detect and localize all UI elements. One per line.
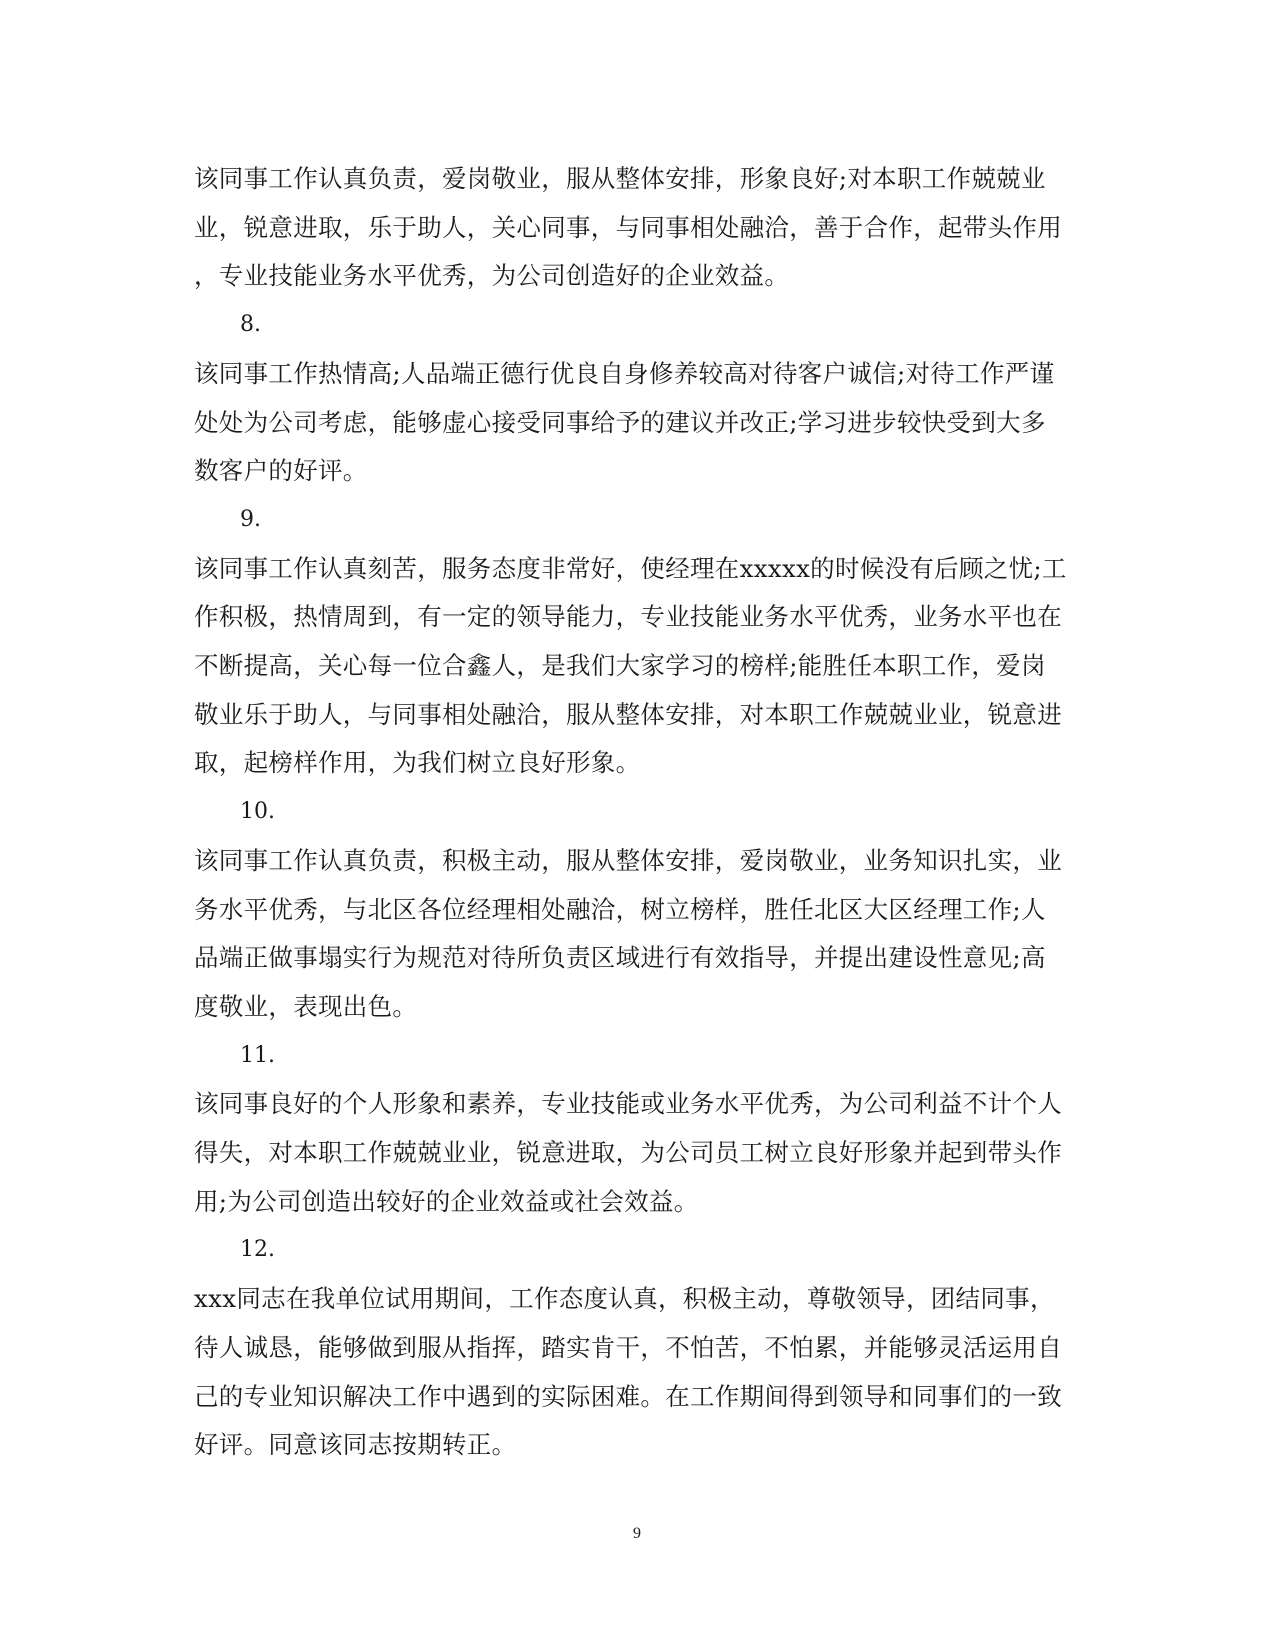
paragraph-line: 处处为公司考虑，能够虚心接受同事给予的建议并改正;学习进步较快受到大多 <box>194 407 1046 437</box>
paragraph <box>194 545 1079 789</box>
paragraph-line: 该同事工作热情高;人品端正德行优良自身修养较高对待客户诚信;对待工作严谨 <box>194 358 1055 388</box>
paragraph-line: 敬业乐于助人，与同事相处融洽，服从整体安排，对本职工作兢兢业业，锐意进 <box>194 699 1062 729</box>
paragraph-line: 品端正做事塌实行为规范对待所负责区域进行有效指导，并提出建设性意见;高 <box>194 943 1046 973</box>
page-number: 9 <box>633 1525 641 1542</box>
paragraph-line: 务水平优秀，与北区各位经理相处融洽，树立榜样，胜任北区大区经理工作;人 <box>194 894 1046 924</box>
paragraph-line: 己的专业知识解决工作中遇到的实际困难。在工作期间得到领导和同事们的一致 <box>194 1381 1062 1411</box>
paragraph-line: 数客户的好评。 <box>194 456 368 486</box>
paragraph-line: ，专业技能业务水平优秀，为公司创造好的企业效益。 <box>194 261 790 291</box>
document-body <box>194 155 1079 1470</box>
paragraph <box>194 1275 1079 1470</box>
item-number: 9. <box>240 506 261 532</box>
paragraph-line: 该同事工作认真负责，积极主动，服从整体安排，爱岗敬业，业务知识扎实，业 <box>194 845 1062 875</box>
paragraph-line: 该同事工作认真负责，爱岗敬业，服从整体安排，形象良好;对本职工作兢兢业 <box>194 164 1046 193</box>
paragraph-line: 用;为公司创造出较好的企业效益或社会效益。 <box>194 1186 699 1216</box>
paragraph <box>194 837 1079 1032</box>
item-number: 11. <box>240 1042 275 1068</box>
paragraph-line: 待人诚恳，能够做到服从指挥，踏实肯干，不怕苦，不怕累，并能够灵活运用自 <box>194 1332 1062 1362</box>
paragraph-line: 该同事良好的个人形象和素养，专业技能或业务水平优秀，为公司利益不计个人 <box>194 1089 1062 1119</box>
paragraph-line: 作积极，热情周到，有一定的领导能力，专业技能业务水平优秀，业务水平也在 <box>194 602 1062 632</box>
paragraph-line: 该同事工作认真刻苦，服务态度非常好，使经理在xxxxx的时候没有后顾之忧;工 <box>194 553 1067 583</box>
item-number: 12. <box>240 1237 275 1263</box>
paragraph-line: 度敬业，表现出色。 <box>194 991 418 1021</box>
paragraph <box>194 155 1079 301</box>
paragraph-line: 业，锐意进取，乐于助人，关心同事，与同事相处融洽，善于合作，起带头作用 <box>194 212 1062 242</box>
paragraph <box>194 350 1079 496</box>
paragraph-line: 得失，对本职工作兢兢业业，锐意进取，为公司员工树立良好形象并起到带头作 <box>194 1138 1062 1168</box>
paragraph <box>194 1080 1079 1226</box>
paragraph-line: 不断提高，关心每一位合鑫人，是我们大家学习的榜样;能胜任本职工作，爱岗 <box>194 651 1046 681</box>
paragraph-line: 好评。同意该同志按期转正。 <box>194 1430 517 1460</box>
paragraph-line: 取，起榜样作用，为我们树立良好形象。 <box>194 748 641 778</box>
item-number: 10. <box>240 799 275 825</box>
paragraph-line: xxx同志在我单位试用期间，工作态度认真，积极主动，尊敬领导，团结同事， <box>194 1284 1055 1314</box>
item-number: 8. <box>240 312 261 338</box>
